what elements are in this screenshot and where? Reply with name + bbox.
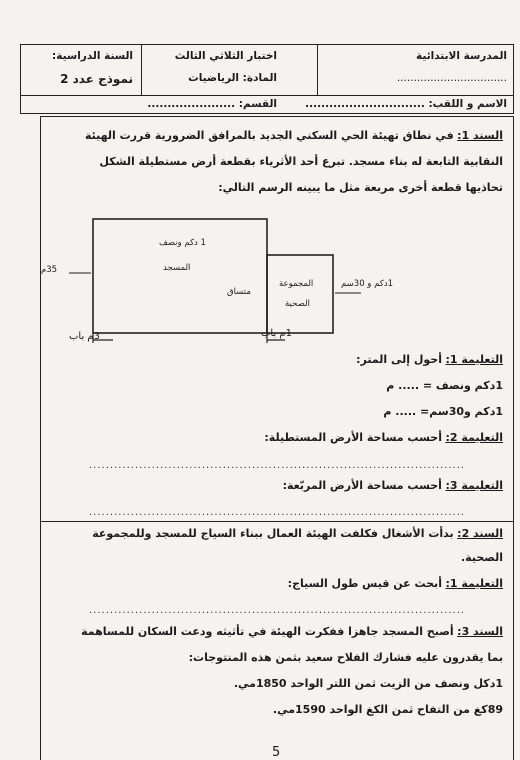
sanad1-label: السند 1:: [457, 129, 503, 142]
door-left-label: 3م باب: [69, 331, 100, 342]
exam-body: [40, 116, 514, 760]
square-side-label: 1دكم و 30سم: [341, 279, 394, 289]
sanad3-line3: 1دكل ونصف من الزيت ثمن اللتر الواحد 1850مي.: [233, 677, 503, 690]
section-divider: [41, 521, 513, 522]
sanad1-line2: النقابية التابعة له بناء مسجد. تبرع أحد الأثرياء بقطعة أرض مستطيلة الشكل: [99, 155, 503, 168]
task4-label: التعليمة 1:: [445, 577, 503, 590]
sanad2-label: السند 2:: [457, 527, 503, 540]
task1-text: أحول إلى المتر:: [356, 353, 442, 366]
square-name-label-1: المجموعة: [279, 279, 314, 289]
header-exam-cell: [141, 45, 317, 95]
sanad3-line4: 89كغ من التفاح ثمن الكغ الواحد 1590مي.: [272, 703, 503, 716]
sanad2-line1: [92, 527, 503, 540]
task2-line: [264, 431, 503, 444]
sanad3-label: السند 3:: [457, 625, 503, 638]
sanad3-line2: بما يقدرون عليه فشارك الفلاح سعيد بثمن هذه المنتوجات:: [188, 651, 503, 664]
task3-label: التعليمة 3:: [445, 479, 503, 492]
square-plot: [267, 255, 333, 333]
section-field-label: القسم: ......................: [147, 98, 277, 110]
subject-label: المادة: الرياضيات: [188, 72, 277, 84]
land-diagram: [41, 205, 515, 365]
task2-answer-dots[interactable]: ..........................................................................................: [89, 460, 466, 471]
sanad1-line3: تحاذيها قطعة أخرى مربعة مثل ما يبينه الرسم التالي:: [218, 181, 503, 194]
task1-line-b: 1دكم و30سم= ..... م: [383, 405, 503, 418]
task4-answer-dots[interactable]: ..........................................................................................: [89, 605, 466, 616]
task2-text: أحسب مساحة الأرض المستطيلة:: [264, 431, 442, 444]
page-number: 5: [272, 745, 281, 760]
mosque-top-label: 1 دكم ونصف: [159, 238, 206, 248]
task4-text: أبحث عن قيس طول السياج:: [287, 577, 442, 590]
school-dots: .................................: [396, 72, 507, 84]
task1-line-a: 1دكم ونصف = ..... م: [386, 379, 503, 392]
door-right-label: 1م باب: [261, 328, 292, 339]
sanad3-text1: أصبح المسجد جاهزا ففكرت الهيئة في تأثيثه ودعت السكان للمساهمة: [81, 625, 454, 638]
task1-label: التعليمة 1:: [445, 353, 503, 366]
task1-line: [356, 353, 503, 366]
sanad2-line2: الصحية.: [460, 551, 503, 564]
square-name-label-2: الصحية: [285, 299, 310, 309]
task4-line: [288, 577, 503, 590]
sanad3-line1: [81, 625, 503, 638]
task3-text: أحسب مساحة الأرض المربّعة:: [282, 479, 442, 492]
shared-side-label: متساق: [227, 287, 251, 297]
exam-title: اختبار الثلاثي الثالث: [174, 50, 277, 62]
mosque-rectangle: [93, 219, 267, 333]
school-label: المدرسة الابتدائية: [416, 50, 507, 62]
mosque-side-label: 35م: [41, 265, 58, 275]
name-field-label: الاسم و اللقب: ..............................: [305, 98, 507, 110]
header-year-cell: [19, 45, 141, 95]
header-table: [20, 44, 514, 114]
sanad2-text1: بدأت الأشغال فكلفت الهيئة العمال ببناء السياج للمسجد وللمجموعة: [92, 527, 454, 540]
model-label: نموذج عدد 2: [60, 72, 133, 86]
sanad1-line1: [85, 129, 503, 142]
task3-line: [283, 479, 503, 492]
sanad1-text1: في نطاق تهيئة الحي السكني الجديد بالمرافق الضرورية قررت الهيئة: [84, 129, 454, 142]
task2-label: التعليمة 2:: [445, 431, 503, 444]
mosque-name-label: المسجد: [163, 263, 191, 273]
header-school-cell: [317, 45, 513, 95]
task3-answer-dots[interactable]: ..........................................................................................: [89, 507, 466, 518]
year-label: السنة الدراسية:: [52, 50, 133, 62]
